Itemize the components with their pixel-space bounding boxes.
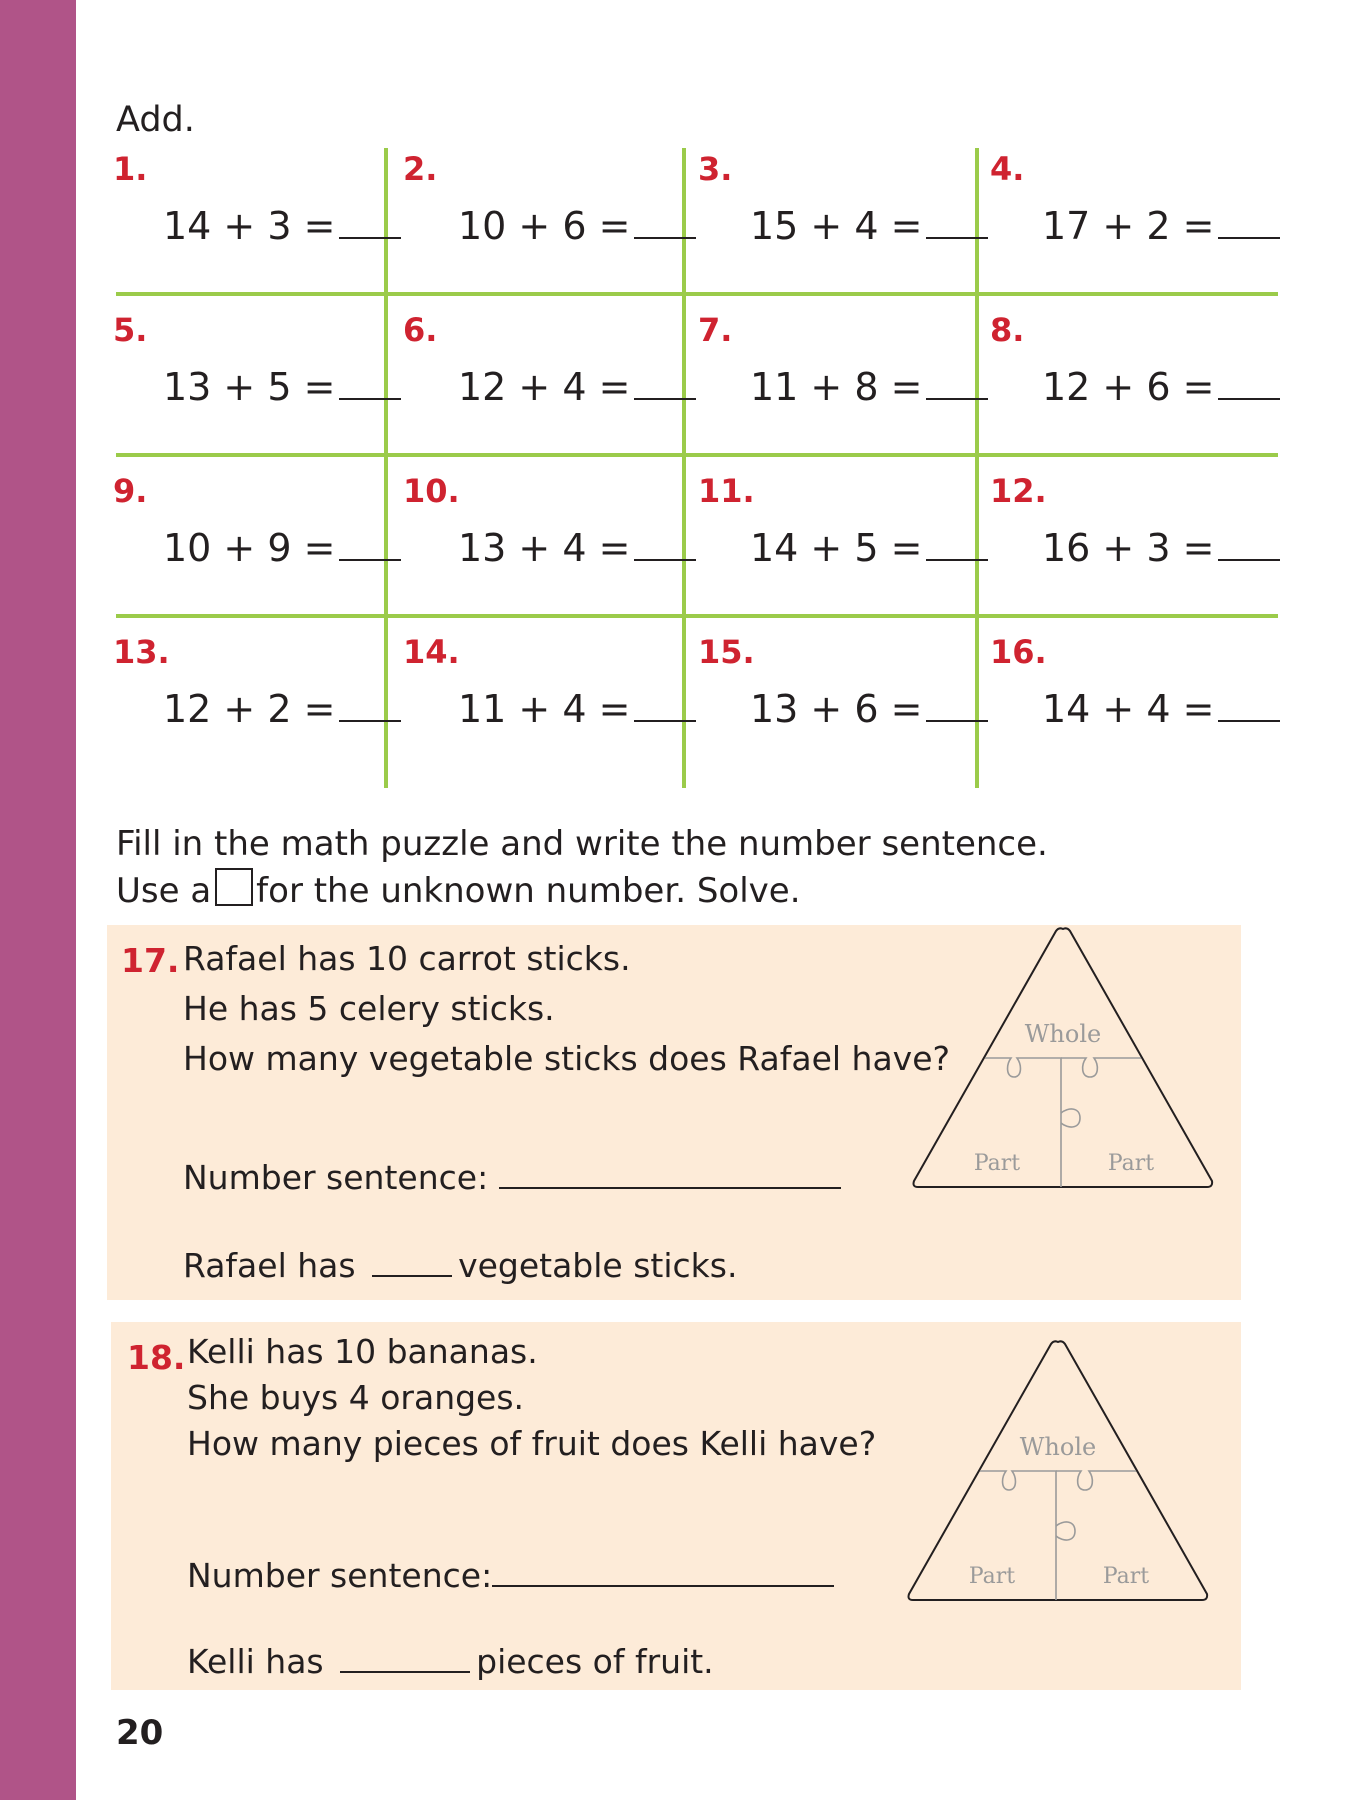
problem-number: 8.	[990, 311, 1025, 349]
problem-12	[990, 468, 1280, 631]
problem-expression: 16 + 3 =	[1042, 526, 1280, 570]
answer-blank[interactable]	[1218, 207, 1280, 239]
answer-blank[interactable]	[339, 529, 401, 561]
add-heading: Add.	[116, 100, 195, 140]
puzzle-part-left-label: Part	[973, 1151, 1021, 1176]
problem-13	[113, 629, 403, 792]
problem-expression: 14 + 3 =	[163, 204, 401, 248]
story-line: Rafael has 10 carrot sticks.	[183, 939, 631, 978]
answer-blank[interactable]	[926, 207, 988, 239]
puzzle-instruction-line-1: Fill in the math puzzle and write the number sentence.	[116, 824, 1048, 864]
problem-16	[990, 629, 1280, 792]
problem-expression: 17 + 2 =	[1042, 204, 1280, 248]
number-puzzle-17[interactable]	[910, 925, 1215, 1190]
problem-number: 10.	[403, 472, 460, 510]
problem-number: 1.	[113, 150, 148, 188]
problem-11	[698, 468, 988, 631]
puzzle-part-right-label: Part	[1107, 1151, 1155, 1176]
number-sentence: Number sentence:	[183, 1158, 841, 1197]
answer-blank[interactable]	[634, 690, 696, 722]
story-line: She buys 4 oranges.	[187, 1378, 525, 1417]
problem-expression: 12 + 4 =	[458, 365, 696, 409]
answer-blank[interactable]	[1218, 368, 1280, 400]
page-side-bar	[0, 0, 76, 1800]
problem-3	[698, 146, 988, 309]
problem-number: 4.	[990, 150, 1025, 188]
problem-number: 2.	[403, 150, 438, 188]
problem-number: 18.	[127, 1338, 186, 1377]
story-line: He has 5 celery sticks.	[183, 989, 555, 1028]
problem-5	[113, 307, 403, 470]
problem-9	[113, 468, 403, 631]
number-sentence-line[interactable]	[492, 1557, 834, 1587]
problem-number: 5.	[113, 311, 148, 349]
answer-blank[interactable]	[1218, 690, 1280, 722]
problem-number: 14.	[403, 633, 460, 671]
problem-expression: 14 + 4 =	[1042, 687, 1280, 731]
problem-expression: 12 + 2 =	[163, 687, 401, 731]
page-number: 20	[116, 1713, 164, 1753]
problem-10	[403, 468, 693, 631]
answer-blank[interactable]	[372, 1247, 452, 1277]
puzzle-instruction-line-2: Use a for the unknown number. Solve.	[116, 868, 801, 911]
problem-2	[403, 146, 693, 309]
answer-blank[interactable]	[926, 368, 988, 400]
problem-expression: 13 + 5 =	[163, 365, 401, 409]
problem-expression: 12 + 6 =	[1042, 365, 1280, 409]
problem-expression: 10 + 9 =	[163, 526, 401, 570]
problem-expression: 10 + 6 =	[458, 204, 696, 248]
problem-1	[113, 146, 403, 309]
answer-blank[interactable]	[340, 1643, 470, 1673]
problem-number: 12.	[990, 472, 1047, 510]
answer-blank[interactable]	[339, 690, 401, 722]
answer-blank[interactable]	[926, 529, 988, 561]
unknown-box-icon	[215, 868, 253, 906]
problem-number: 6.	[403, 311, 438, 349]
answer-blank[interactable]	[634, 207, 696, 239]
answer-sentence: Kelli has pieces of fruit.	[187, 1642, 714, 1681]
answer-sentence: Rafael has vegetable sticks.	[183, 1246, 738, 1285]
problem-number: 9.	[113, 472, 148, 510]
problem-number: 16.	[990, 633, 1047, 671]
problem-number: 15.	[698, 633, 755, 671]
puzzle-part-right-label: Part	[1102, 1564, 1150, 1589]
puzzle-part-left-label: Part	[968, 1564, 1016, 1589]
story-line: How many pieces of fruit does Kelli have?	[187, 1424, 877, 1463]
problem-14	[403, 629, 693, 792]
problem-number: 13.	[113, 633, 170, 671]
answer-blank[interactable]	[926, 690, 988, 722]
number-sentence-line[interactable]	[499, 1159, 841, 1189]
puzzle-whole-label: Whole	[1024, 1020, 1102, 1048]
problem-expression: 15 + 4 =	[750, 204, 988, 248]
problem-6	[403, 307, 693, 470]
problem-4	[990, 146, 1280, 309]
number-sentence: Number sentence:	[187, 1556, 834, 1595]
problem-expression: 13 + 6 =	[750, 687, 988, 731]
problem-expression: 11 + 4 =	[458, 687, 696, 731]
problem-expression: 14 + 5 =	[750, 526, 988, 570]
problem-expression: 11 + 8 =	[750, 365, 988, 409]
number-puzzle-18[interactable]	[905, 1338, 1210, 1603]
answer-blank[interactable]	[634, 368, 696, 400]
puzzle-whole-label: Whole	[1019, 1433, 1097, 1461]
problem-number: 17.	[121, 941, 180, 980]
answer-blank[interactable]	[1218, 529, 1280, 561]
problem-expression: 13 + 4 =	[458, 526, 696, 570]
answer-blank[interactable]	[339, 368, 401, 400]
problem-number: 3.	[698, 150, 733, 188]
problem-7	[698, 307, 988, 470]
story-line: How many vegetable sticks does Rafael have?	[183, 1039, 951, 1078]
problem-number: 11.	[698, 472, 755, 510]
answer-blank[interactable]	[634, 529, 696, 561]
story-line: Kelli has 10 bananas.	[187, 1332, 538, 1371]
problem-8	[990, 307, 1280, 470]
problem-15	[698, 629, 988, 792]
answer-blank[interactable]	[339, 207, 401, 239]
problem-number: 7.	[698, 311, 733, 349]
